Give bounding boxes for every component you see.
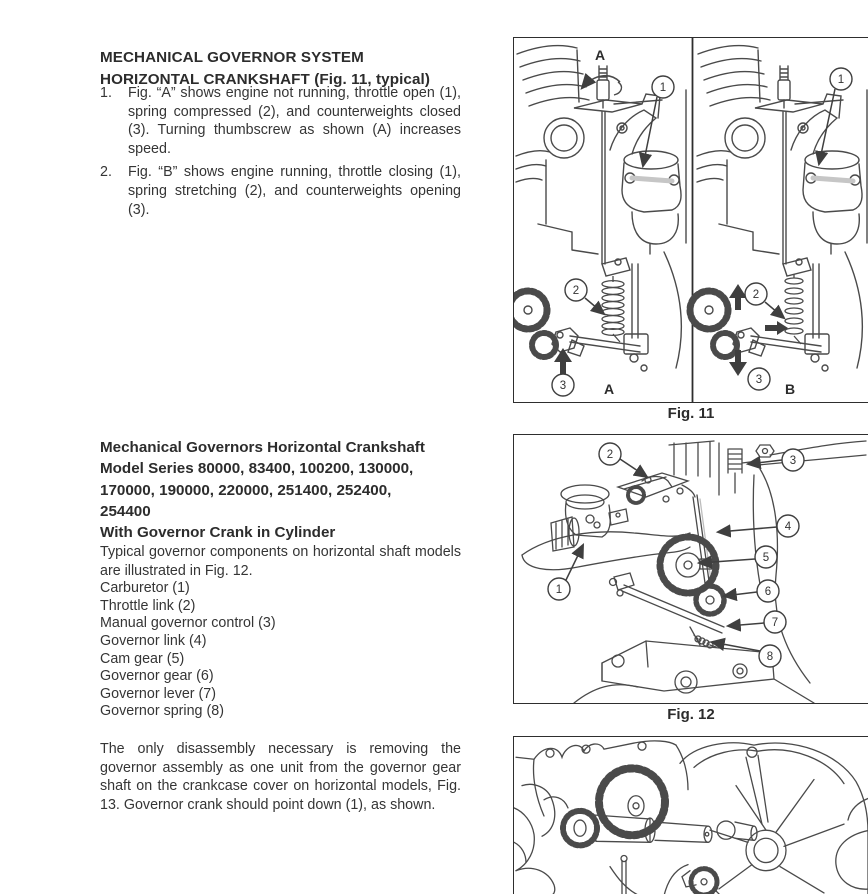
section2-heading-line: 254400 <box>100 502 151 520</box>
section2-heading <box>100 437 461 543</box>
governor-spring-compressed <box>602 276 624 342</box>
callout-2-label: 2 <box>752 289 760 301</box>
figure-13-partial <box>513 736 868 894</box>
disassembly-paragraph: The only disassembly necessary is removing the governor assembly as one unit from the governor gear shaft on the crankcase cover on horizontal models, Fig. 13. Governor crank should point down (1), as shown. <box>100 741 461 813</box>
thumbscrew-adjust-label: A <box>594 47 606 63</box>
component-item: Carburetor (1) <box>100 580 190 597</box>
component-list <box>100 580 461 721</box>
component-item: Governor spring (8) <box>100 703 224 720</box>
figure-11-drawing <box>514 38 868 402</box>
list-item-number: 2. <box>100 164 112 181</box>
callout-5-label: 5 <box>762 552 770 564</box>
governor-gear-on-shaft <box>563 811 597 845</box>
component-item: Governor lever (7) <box>100 685 217 702</box>
panel-b-label: B <box>784 381 796 397</box>
callout-8-label: 8 <box>766 651 774 663</box>
list-item-text: Fig. “A” shows engine not running, throttle open (1), spring compressed (2), and counterweights closed (3). Turning thumbscrew as shown (A) increases speed. <box>128 85 461 157</box>
governor-link-wire <box>622 861 626 894</box>
callout-3-label: 3 <box>789 455 797 467</box>
governor-crank-spring <box>690 627 716 648</box>
figure-13-drawing <box>514 737 868 894</box>
figure-12 <box>513 434 868 704</box>
component-item: Manual governor control (3) <box>100 615 276 632</box>
callout-3-label: 3 <box>559 380 567 392</box>
governor-gear <box>696 586 724 614</box>
right-hand <box>836 798 868 889</box>
governor-spring-stretched <box>785 274 803 344</box>
section1-heading-line2: HORIZONTAL CRANKSHAFT (Fig. 11, typical) <box>100 70 430 88</box>
carburetor-drawing <box>551 485 628 551</box>
weights-open-up-arrow <box>729 284 747 310</box>
figure-12-drawing <box>514 435 868 703</box>
fig11-panel-a <box>514 46 686 397</box>
callout-2-label: 2 <box>572 285 580 297</box>
section2-heading-line: Model Series 80000, 83400, 100200, 130000, <box>100 460 414 478</box>
list-item-text: Fig. “B” shows engine running, throttle closing (1), spring stretching (2), and counterweights opening (3). <box>128 164 461 218</box>
governor-assembly <box>610 865 722 894</box>
panel-a-label: A <box>603 381 615 397</box>
callout-1-label: 1 <box>837 74 845 86</box>
callout-3-label: 3 <box>755 374 763 386</box>
figure-11-caption: Fig. 11 <box>667 405 715 422</box>
crankcase-edge <box>753 475 762 595</box>
fig11-panel-b <box>690 46 867 397</box>
numbered-list <box>100 84 461 224</box>
component-item: Throttle link (2) <box>100 597 196 614</box>
component-item: Governor link (4) <box>100 633 207 650</box>
list-item-number: 1. <box>100 85 112 101</box>
list-item <box>100 84 461 158</box>
figure-12-caption: Fig. 12 <box>667 706 715 723</box>
callout-1-label: 1 <box>555 584 563 596</box>
component-item: Governor gear (6) <box>100 668 214 685</box>
lever-right-arrow <box>765 321 788 335</box>
section1-heading-line1: MECHANICAL GOVERNOR SYSTEM <box>100 49 364 67</box>
callout-4-label: 4 <box>784 521 792 533</box>
manual-control-plate <box>618 473 688 503</box>
left-hand <box>514 784 568 894</box>
callout-2-label: 2 <box>606 449 614 461</box>
callout-7-label: 7 <box>771 617 779 629</box>
figure-11 <box>513 37 868 403</box>
section2-heading-line: With Governor Crank in Cylinder <box>100 524 336 542</box>
component-item: Cam gear (5) <box>100 650 185 667</box>
section2 <box>100 437 461 814</box>
fig12-callouts <box>548 443 804 667</box>
section2-heading-line: Mechanical Governors Horizontal Crankshaft <box>100 439 425 456</box>
intro-paragraph: Typical governor components on horizontal shaft models are illustrated in Fig. 12. <box>100 544 461 579</box>
list-item <box>100 163 461 219</box>
callout-1-label: 1 <box>659 82 667 94</box>
callout-6-label: 6 <box>764 586 772 598</box>
blower-housing <box>669 441 719 495</box>
section2-heading-line: 170000, 190000, 220000, 251400, 252400, <box>100 481 392 499</box>
